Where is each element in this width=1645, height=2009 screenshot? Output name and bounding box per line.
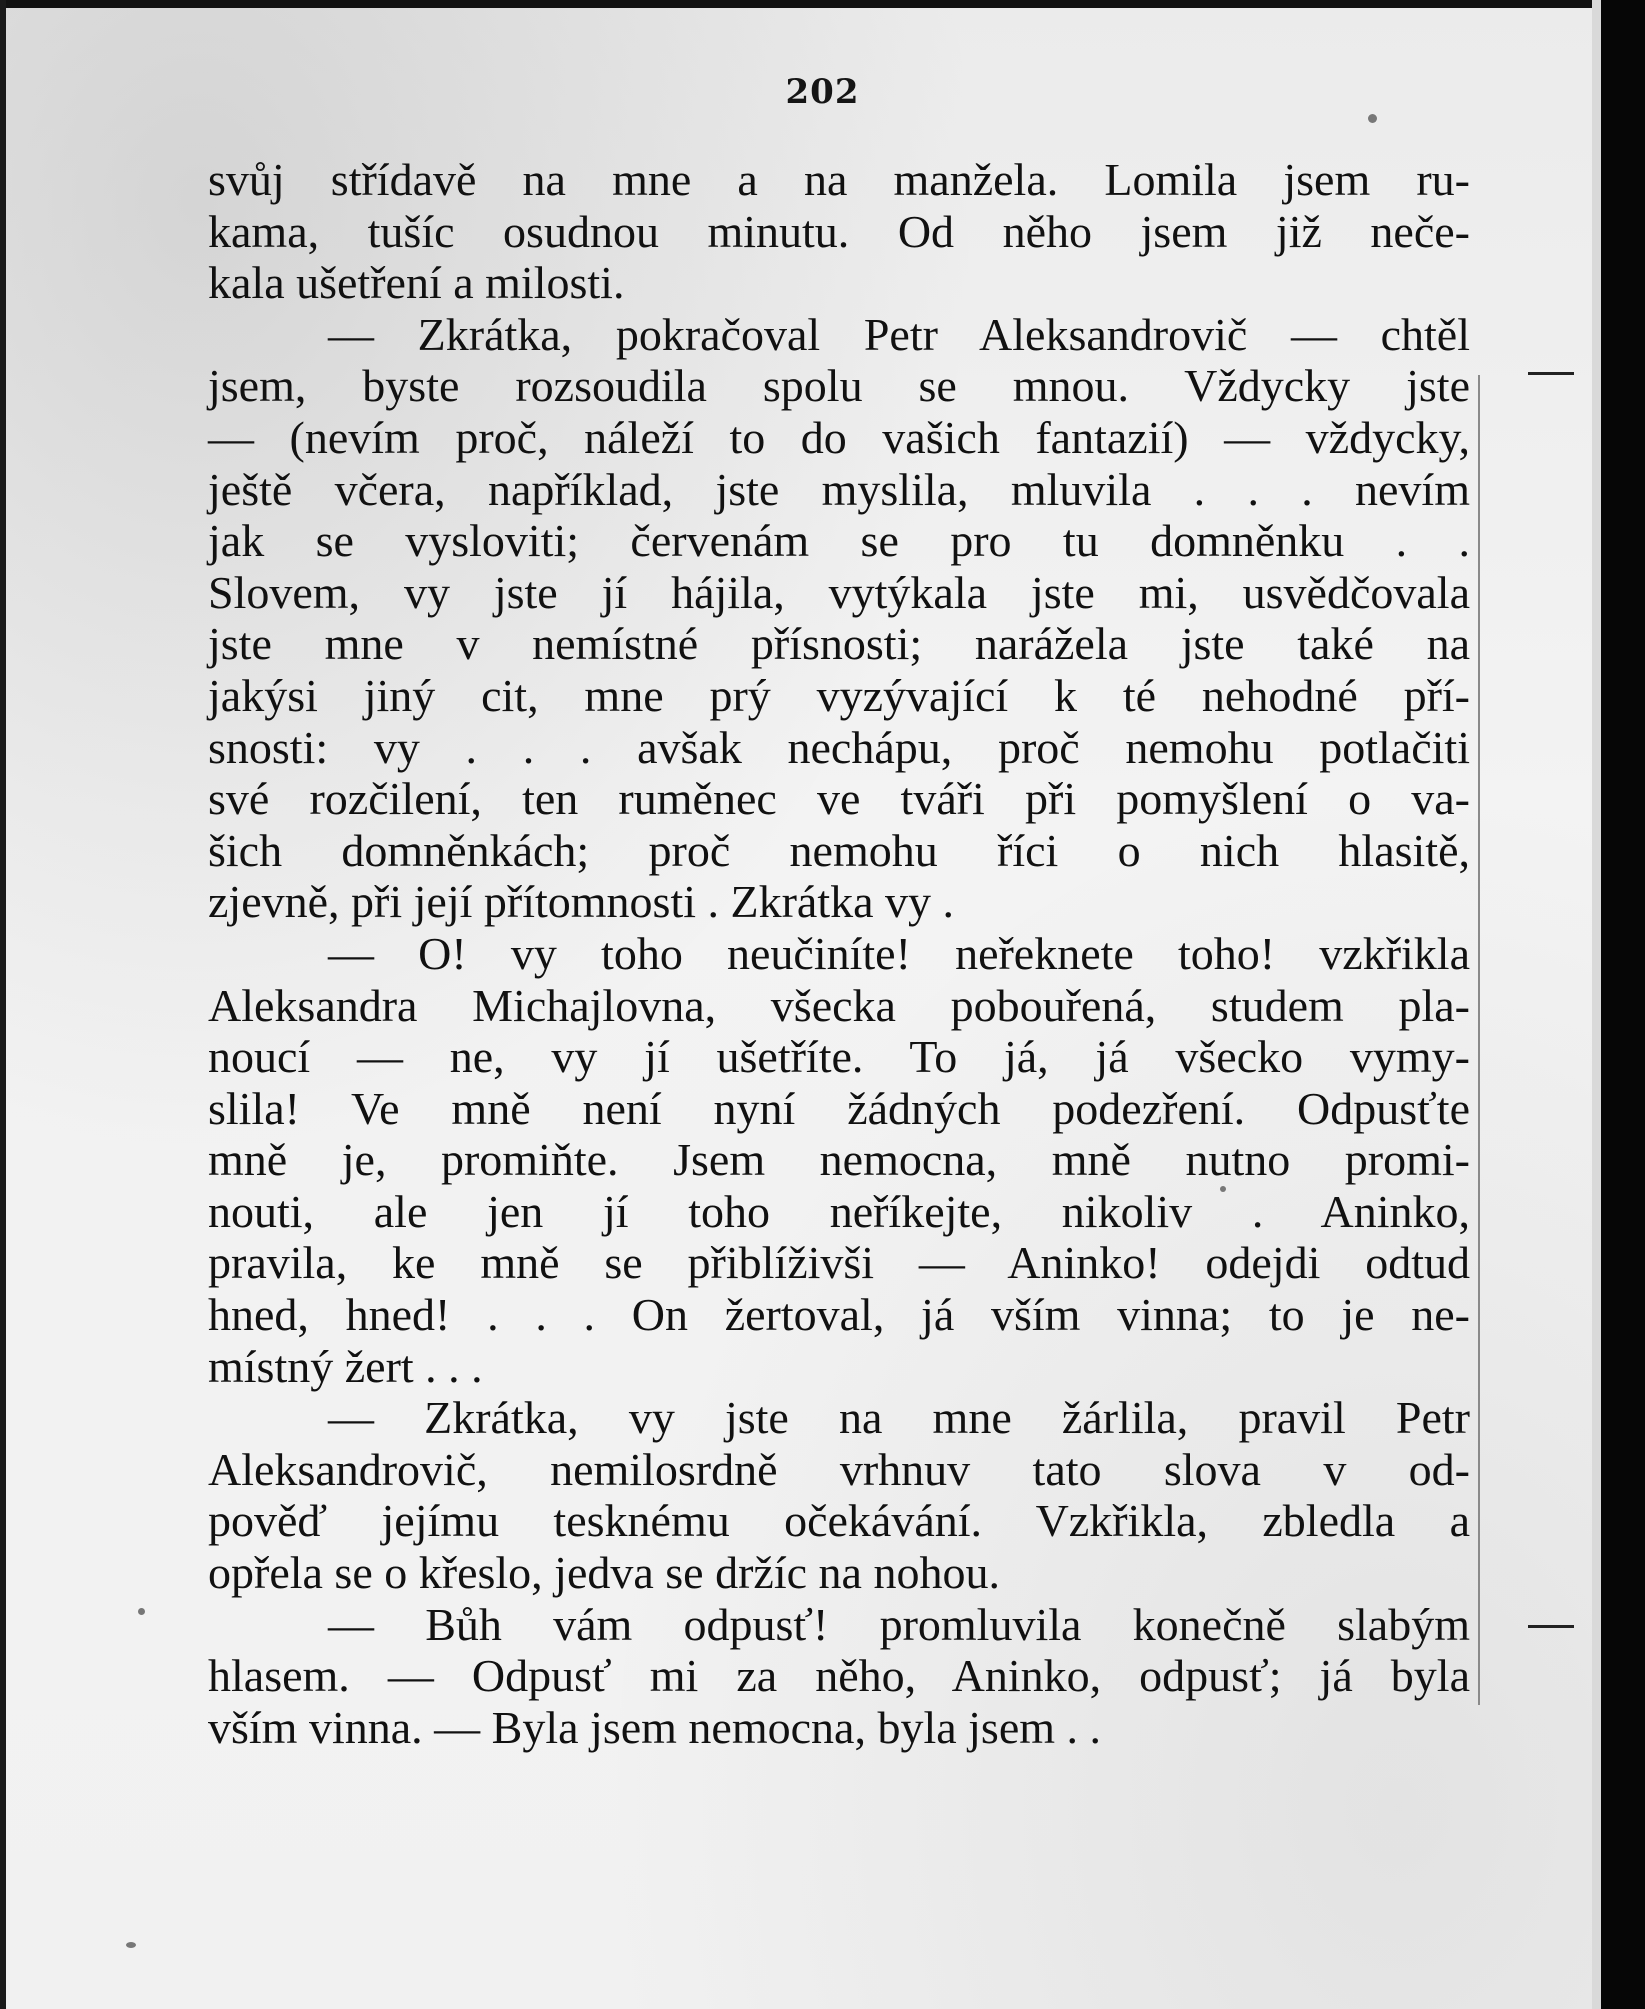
text-line: kala ušetření a milosti. — [208, 257, 625, 309]
text-line: jak se vysloviti; červenám se pro tu domněnku . . — [208, 515, 1470, 567]
text-line: — O! vy toho neučiníte! neřeknete toho! vzkřikla — [328, 927, 1470, 979]
page-number: 202 — [785, 72, 860, 112]
text-line: — Bůh vám odpusť! promluvila konečně slabým — [328, 1598, 1470, 1650]
scan-edge-gutter — [1592, 0, 1601, 2009]
text-line: šich domněnkách; proč nemohu říci o nich hlasitě, — [208, 824, 1470, 876]
scan-edge-right — [1601, 0, 1645, 2009]
text-line: zjevně, při její přítomnosti . Zkrátka vy . — [208, 876, 955, 928]
text-line: kama, tušíc osudnou minutu. Od něho jsem již neče- — [208, 205, 1470, 257]
text-line: vším vinna. — Byla jsem nemocna, byla jsem . . — [208, 1701, 1102, 1753]
text-line: noucí — ne, vy jí ušetříte. To já, já všecko vymy- — [208, 1031, 1470, 1083]
text-line: svůj střídavě na mne a na manžela. Lomila jsem ru- — [208, 154, 1470, 205]
margin-tick — [1528, 372, 1574, 375]
scan-edge-left — [0, 0, 6, 2009]
margin-rule — [1478, 375, 1480, 1705]
text-line: mně je, promiňte. Jsem nemocna, mně nutno promi- — [208, 1134, 1470, 1186]
text-line: jste mne v nemístné přísnosti; narážela jste také na — [208, 618, 1470, 670]
text-line: své rozčilení, ten ruměnec ve tváři při pomyšlení o va- — [208, 773, 1470, 825]
text-line: pověď jejímu tesknému očekávání. Vzkřikla, zbledla a — [208, 1495, 1470, 1547]
margin-tick — [1528, 1625, 1574, 1628]
text-line: místný žert . . . — [208, 1340, 483, 1392]
text-line: pravila, ke mně se přiblíživši — Aninko! odejdi odtud — [208, 1237, 1470, 1289]
text-line: nouti, ale jen jí toho neříkejte, nikoliv . Aninko, — [208, 1185, 1470, 1237]
text-line: Slovem, vy jste jí hájila, vytýkala jste mi, usvědčovala — [208, 566, 1470, 618]
scan-speck — [138, 1608, 145, 1615]
text-line: Aleksandrovič, nemilosrdně vrhnuv tato slova v od- — [208, 1443, 1470, 1495]
text-line: — Zkrátka, vy jste na mne žárlila, pravil Petr — [328, 1392, 1470, 1444]
text-line: — Zkrátka, pokračoval Petr Aleksandrovič — chtěl — [328, 308, 1470, 360]
text-line: hlasem. — Odpusť mi za něho, Aninko, odpusť; já byla — [208, 1650, 1470, 1702]
body-text — [208, 154, 1470, 1753]
scan-speck — [126, 1942, 136, 1948]
text-line: ještě včera, například, jste myslila, mluvila . . . nevím — [208, 463, 1470, 515]
text-line: snosti: vy . . . avšak nechápu, proč nemohu potlačiti — [208, 721, 1470, 773]
scan-edge-top — [0, 0, 1645, 8]
text-line: jsem, byste rozsoudila spolu se mnou. Vždycky jste — [208, 360, 1470, 412]
text-line: opřela se o křeslo, jedva se držíc na nohou. — [208, 1547, 1000, 1599]
text-line: Aleksandra Michajlovna, všecka pobouřená, studem pla- — [208, 979, 1470, 1031]
text-line: jakýsi jiný cit, mne prý vyzývající k té nehodné pří- — [208, 669, 1470, 721]
scan-speck — [1368, 114, 1377, 123]
text-line: — (nevím proč, náleží to do vašich fantazií) — vždycky, — [208, 411, 1470, 463]
text-line: slila! Ve mně není nyní žádných podezření. Odpusťte — [208, 1082, 1470, 1134]
text-line: hned, hned! . . . On žertoval, já vším vinna; to je ne- — [208, 1289, 1470, 1341]
